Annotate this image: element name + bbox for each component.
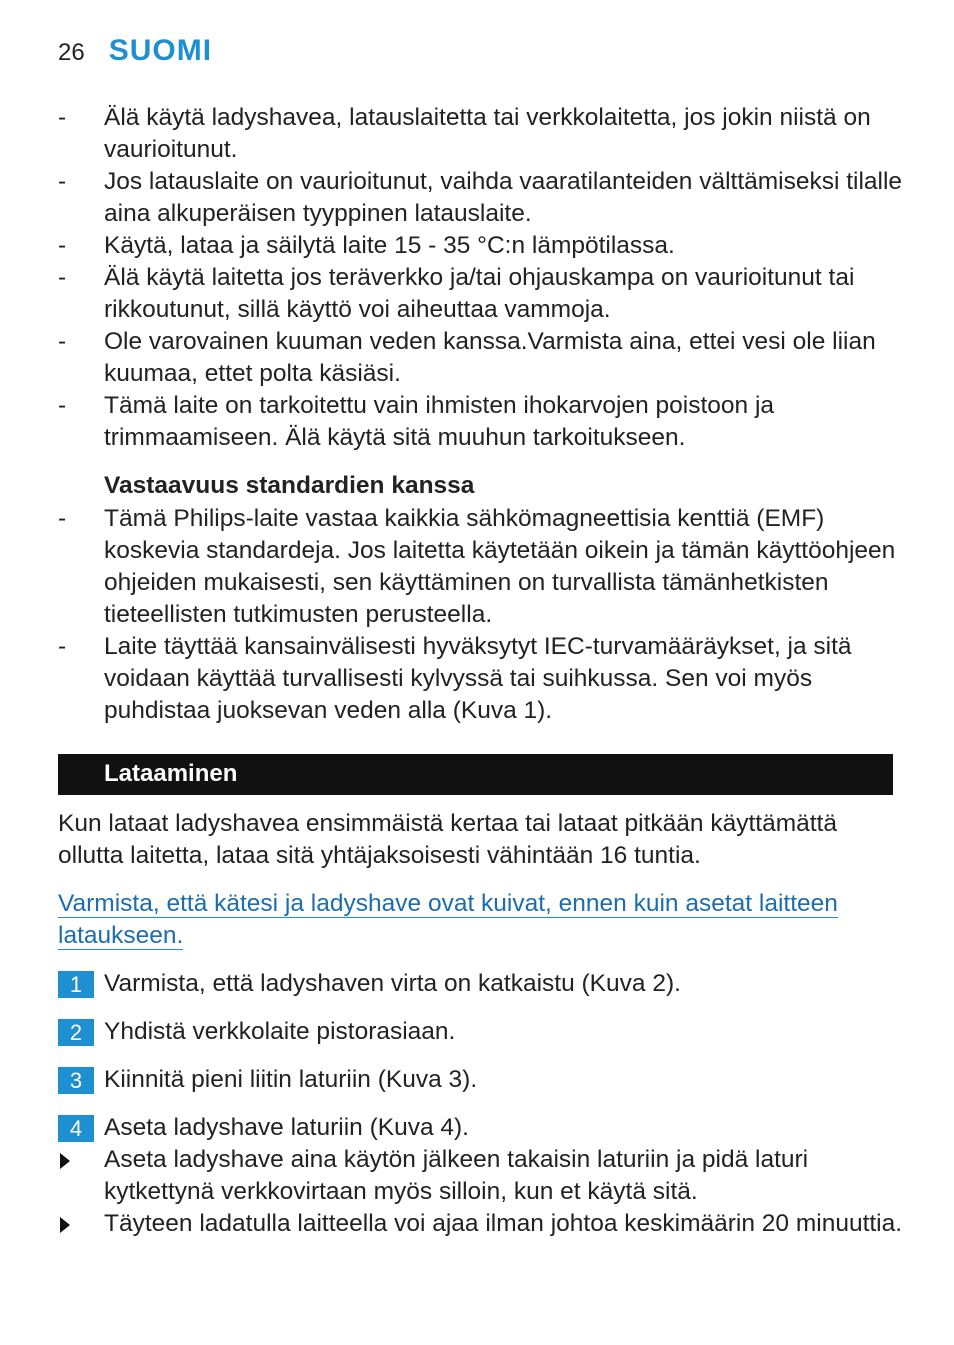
step-number-badge: 4 xyxy=(58,1115,94,1142)
list-item-text: Tämä laite on tarkoitettu vain ihmisten ihokarvojen poistoon ja trimmaamiseen. Älä käytä sitä muuhun tarkoitukseen. xyxy=(104,392,775,451)
charging-intro: Kun lataat ladyshavea ensimmäistä kertaa tai lataat pitkään käyttämättä ollutta laitetta, lataa sitä yhtäjaksoisesti vähintään 16 tuntia. xyxy=(58,810,837,869)
section-heading-bar xyxy=(58,754,893,795)
list-item: - Laite täyttää kansainvälisesti hyväksytyt IEC-turvamääräykset, ja sitä voidaan käyttää turvallisesti kylvyssä tai suihkussa. Sen voi myös puhdistaa juoksevan veden alla (Kuva 1). xyxy=(58,633,852,724)
note-item xyxy=(58,1144,908,1208)
list-item-text: Jos latauslaite on vaurioitunut, vaihda vaaratilanteiden välttämiseksi tilalle aina alkuperäisen tyyppinen latauslaite. xyxy=(104,168,903,227)
list-item: - Käytä, lataa ja säilytä laite 15 - 35 °C:n lämpötilassa. xyxy=(58,232,675,259)
list-item: - Tämä laite on tarkoitettu vain ihmisten ihokarvojen poistoon ja trimmaamiseen. Älä käytä sitä muuhun tarkoitukseen. xyxy=(58,392,775,451)
section-heading: Lataaminen xyxy=(104,760,238,787)
step-text: Yhdistä verkkolaite pistorasiaan. xyxy=(104,1018,456,1045)
triangle-bullet-icon xyxy=(60,1153,70,1169)
standards-list xyxy=(58,503,908,727)
list-item: - Tämä Philips-laite vastaa kaikkia sähkömagneettisia kenttiä (EMF) koskevia standardeja. Jos laitetta käytetään oikein ja tämän käyttöohjeen ohjeiden mukaisesti, sen käyttäminen on turvallista tämänhetkisten tieteellisten tutkimusten perusteella. xyxy=(58,505,896,628)
list-item-text: Älä käytä laitetta jos teräverkko ja/tai ohjauskampa on vaurioitunut tai rikkoutunut, sillä käyttö voi aiheuttaa vammoja. xyxy=(104,264,855,323)
list-item: - Älä käytä laitetta jos teräverkko ja/tai ohjauskampa on vaurioitunut tai rikkoutunut, sillä käyttö voi aiheuttaa vammoja. xyxy=(58,264,855,323)
step-item xyxy=(58,1016,455,1048)
note-text: Aseta ladyshave aina käytön jälkeen takaisin laturiin ja pidä laturi kytkettynä verkkovirtaan myös silloin, kun et käytä sitä. xyxy=(104,1146,809,1205)
step-item xyxy=(58,968,681,1000)
step-number-badge: 3 xyxy=(58,1067,94,1094)
step-text: Varmista, että ladyshaven virta on katkaistu (Kuva 2). xyxy=(104,970,681,997)
page-number: 26 xyxy=(58,39,85,66)
list-item-text: Älä käytä ladyshavea, latauslaitetta tai verkkolaitetta, jos jokin niistä on vaurioitunut. xyxy=(104,104,871,163)
list-item: - Ole varovainen kuuman veden kanssa.Varmista aina, ettei vesi ole liian kuumaa, ettet polta käsiäsi. xyxy=(58,328,876,387)
caution-line-1: Varmista, että kätesi ja ladyshave ovat kuivat, ennen kuin asetat laitteen xyxy=(58,890,838,917)
safety-list xyxy=(58,102,908,454)
step-number-badge: 2 xyxy=(58,1019,94,1046)
caution-line-2: lataukseen. xyxy=(58,922,184,949)
language-title: SUOMI xyxy=(108,34,213,67)
note-item xyxy=(58,1208,908,1240)
step-item xyxy=(58,1112,469,1144)
step-number-badge: 1 xyxy=(58,971,94,998)
standards-heading: Vastaavuus standardien kanssa xyxy=(104,472,475,499)
note-text: Täyteen ladatulla laitteella voi ajaa ilman johtoa keskimäärin 20 minuuttia. xyxy=(104,1210,903,1237)
caution-text xyxy=(58,888,898,952)
list-item-text: Laite täyttää kansainvälisesti hyväksytyt IEC-turvamääräykset, ja sitä voidaan käyttää turvallisesti kylvyssä tai suihkussa. Sen voi myös puhdistaa juoksevan veden alla (Kuva 1). xyxy=(104,633,852,724)
notes-list xyxy=(58,1144,908,1240)
list-item-text: Tämä Philips-laite vastaa kaikkia sähkömagneettisia kenttiä (EMF) koskevia standardeja. Jos laitetta käytetään oikein ja tämän käyttöohjeen ohjeiden mukaisesti, sen käyttäminen on turvallista tämänhetkisten tieteellisten tutkimusten perusteella. xyxy=(104,505,896,628)
step-item xyxy=(58,1064,477,1096)
list-item: - Älä käytä ladyshavea, latauslaitetta tai verkkolaitetta, jos jokin niistä on vaurioitunut. xyxy=(58,104,871,163)
page-header xyxy=(58,34,212,68)
triangle-bullet-icon xyxy=(60,1217,70,1233)
list-item-text: Käytä, lataa ja säilytä laite 15 - 35 °C:n lämpötilassa. xyxy=(104,232,675,259)
list-item-text: Ole varovainen kuuman veden kanssa.Varmista aina, ettei vesi ole liian kuumaa, ettet polta käsiäsi. xyxy=(104,328,876,387)
list-item: - Jos latauslaite on vaurioitunut, vaihda vaaratilanteiden välttämiseksi tilalle aina alkuperäisen tyyppinen latauslaite. xyxy=(58,168,903,227)
step-text: Aseta ladyshave laturiin (Kuva 4). xyxy=(104,1114,469,1141)
step-text: Kiinnitä pieni liitin laturiin (Kuva 3). xyxy=(104,1066,478,1093)
